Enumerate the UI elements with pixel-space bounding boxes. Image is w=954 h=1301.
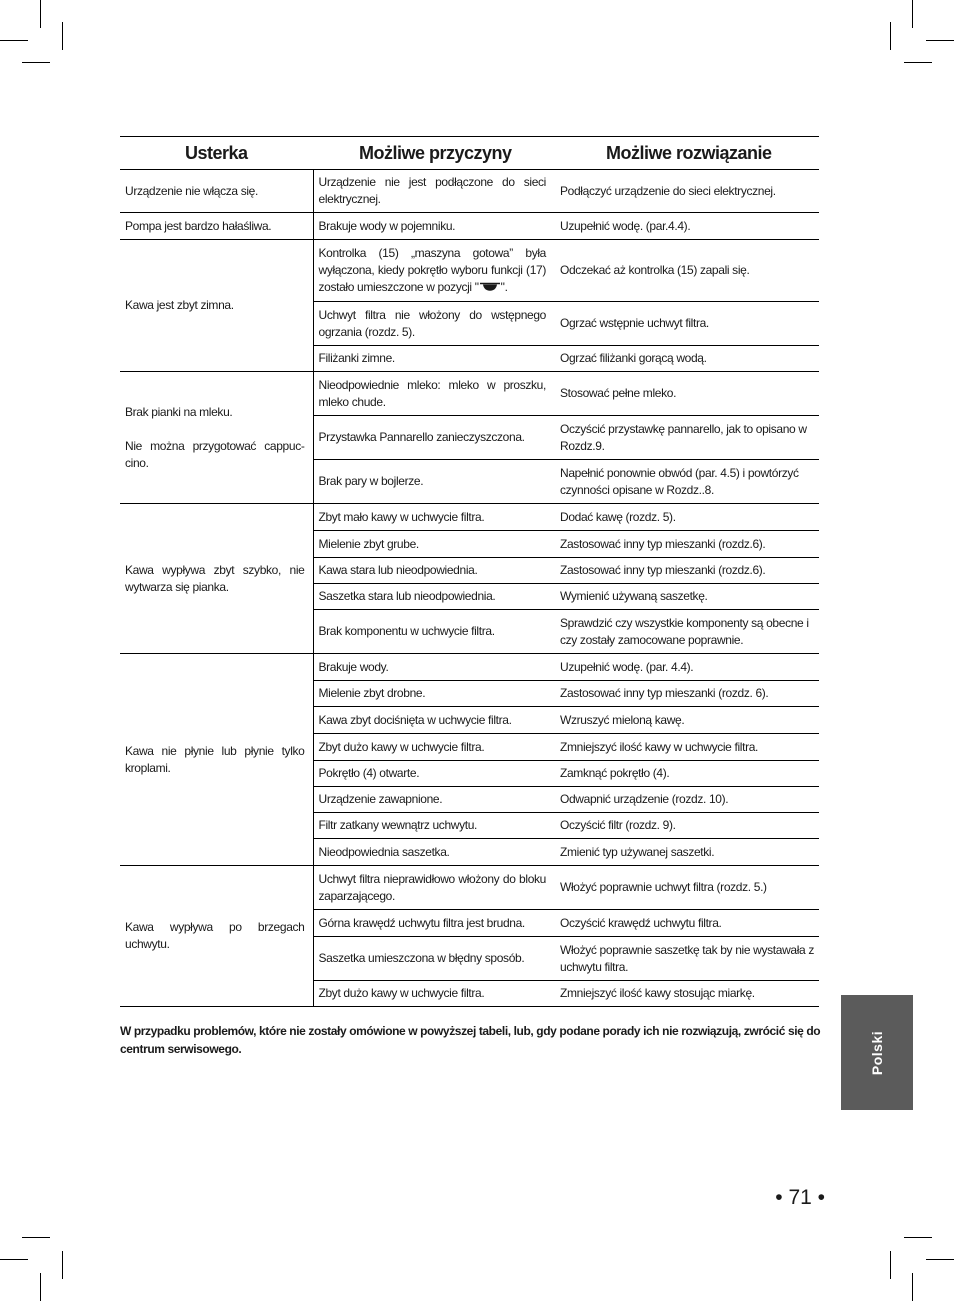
crop-mark [22, 62, 50, 63]
cause-cell: Kawa stara lub nieodpowiednia. [313, 558, 554, 584]
solution-cell: Zamknąć pokrętło (4). [554, 761, 819, 787]
crop-mark [62, 1251, 63, 1279]
symptom-cell [120, 654, 313, 866]
solution-cell: Wzruszyć mieloną kawę. [554, 707, 819, 734]
cause-cell: Pokrętło (4) otwarte. [313, 761, 554, 787]
solution-cell: Dodać kawę (rozdz. 5). [554, 504, 819, 531]
cause-cell: Nieodpowiednie mleko: mleko w proszku, mleko chude. [313, 372, 554, 416]
symptom-cell [120, 170, 313, 213]
solution-cell: Uzupełnić wodę. (par.4.4). [554, 213, 819, 240]
crop-mark [890, 22, 891, 50]
solution-cell: Włożyć poprawnie saszetkę tak by nie wystawała z uchwytu filtra. [554, 937, 819, 981]
symptom-cell [120, 866, 313, 1007]
solution-cell: Stosować pełne mleko. [554, 372, 819, 416]
symptom-text: Kawa wypływa zbyt szybko, nie wytwarza się pianka. [125, 562, 305, 594]
cause-cell: Saszetka umieszczona w błędny sposób. [313, 937, 554, 981]
language-label: Polski [869, 1030, 885, 1075]
cause-cell: Zbyt dużo kawy w uchwycie filtra. [313, 734, 554, 761]
crop-mark [0, 1259, 28, 1260]
cause-cell: Brak pary w bojlerze. [313, 460, 554, 504]
solution-cell: Zastosować inny typ mieszanki (rozdz. 6). [554, 681, 819, 707]
cause-cell: Zbyt dużo kawy w uchwycie filtra. [313, 981, 554, 1007]
symptom-text: Kawa jest zbyt zimna. [125, 298, 234, 312]
crop-mark [912, 1273, 913, 1301]
header-cause: Możliwe przyczyny [313, 137, 554, 170]
solution-cell: Napełnić ponownie obwód (par. 4.5) i powtórzyć czynności opisane w Rozdz..8. [554, 460, 819, 504]
table-row [120, 170, 819, 213]
solution-cell: Ogrzać wstępnie uchwyt filtra. [554, 302, 819, 346]
cause-cell: Urządzenie nie jest podłączone do sieci elektrycznej. [313, 170, 554, 213]
service-center-note: W przypadku problemów, które nie zostały omówione w powyższej tabeli, lub, gdy podane porady ich nie rozwiązują, zwrócić się do centrum serwisowego. [120, 1024, 821, 1056]
table-body [120, 170, 819, 1007]
cause-text: Kontrolka (15) „maszyna gotowa” była wyłączona, kiedy pokrętło wyboru funkcji (17) zostało umieszczone w pozycji " [318, 246, 546, 294]
solution-cell: Odwapnić urządzenie (rozdz. 10). [554, 787, 819, 813]
cup-icon [479, 282, 501, 292]
crop-mark [926, 40, 954, 41]
cause-cell: Uchwyt filtra nie włożony do wstępnego ogrzania (rozdz. 5). [313, 302, 554, 346]
symptom-text: Pompa jest bardzo hałaśliwa. [125, 218, 272, 233]
table-row [120, 654, 819, 681]
table-row [120, 213, 819, 240]
symptom-text: Nie można przygotować cappuc-cino. [125, 438, 305, 470]
cause-cell: Nieodpowiednia saszetka. [313, 839, 554, 866]
language-tab [841, 995, 913, 1110]
solution-cell: Uzupełnić wodę. (par. 4.4). [554, 654, 819, 681]
cause-cell [313, 240, 554, 302]
cause-text-end: ". [500, 280, 508, 294]
symptom-cell [120, 504, 313, 654]
crop-mark [904, 62, 932, 63]
symptom-cell [120, 240, 313, 372]
solution-cell: Wymienić używaną saszetkę. [554, 584, 819, 610]
table-row [120, 372, 819, 416]
symptom-text: Kawa nie płynie lub płynie tylko kroplami. [125, 743, 305, 775]
crop-mark [22, 1237, 50, 1238]
crop-mark [40, 1273, 41, 1301]
cause-cell: Mielenie zbyt grube. [313, 531, 554, 558]
crop-mark [926, 1259, 954, 1260]
solution-cell: Sprawdzić czy wszystkie komponenty są obecne i czy zostały zamocowane poprawnie. [554, 610, 819, 654]
symptom-cell [120, 213, 313, 240]
header-solution: Możliwe rozwiązanie [554, 137, 819, 170]
solution-cell: Oczyścić przystawkę pannarello, jak to opisano w Rozdz.9. [554, 416, 819, 460]
troubleshooting-table [120, 136, 819, 1007]
solution-cell: Zmniejszyć ilość kawy w uchwycie filtra. [554, 734, 819, 761]
symptom-text: Kawa wypływa po brzegach uchwytu. [125, 920, 305, 951]
cause-cell: Górna krawędź uchwytu filtra jest brudna. [313, 910, 554, 937]
cause-cell: Urządzenie zawapnione. [313, 787, 554, 813]
cause-cell: Uchwyt filtra nieprawidłowo włożony do bloku zaparzającego. [313, 866, 554, 910]
solution-cell: Zastosować inny typ mieszanki (rozdz.6). [554, 531, 819, 558]
crop-mark [904, 1237, 932, 1238]
solution-cell: Odczekać aż kontrolka (15) zapali się. [554, 240, 819, 302]
table-row [120, 240, 819, 302]
cause-cell: Filtr zatkany wewnątrz uchwytu. [313, 813, 554, 839]
crop-mark [40, 0, 41, 28]
crop-mark [912, 0, 913, 28]
symptom-text: Urządzenie nie włącza się. [125, 183, 258, 198]
solution-cell: Ogrzać filiżanki gorącą wodą. [554, 346, 819, 372]
solution-cell: Włożyć poprawnie uchwyt filtra (rozdz. 5.) [554, 866, 819, 910]
cause-cell: Saszetka stara lub nieodpowiednia. [313, 584, 554, 610]
cause-cell: Mielenie zbyt drobne. [313, 681, 554, 707]
crop-mark [890, 1251, 891, 1279]
cause-cell: Kawa zbyt dociśnięta w uchwycie filtra. [313, 707, 554, 734]
cause-cell: Zbyt mało kawy w uchwycie filtra. [313, 504, 554, 531]
crop-mark [0, 40, 28, 41]
symptom-text: Brak pianki na mleku. [125, 404, 233, 419]
solution-cell: Zastosować inny typ mieszanki (rozdz.6). [554, 558, 819, 584]
cause-cell: Brakuje wody w pojemniku. [313, 213, 554, 240]
solution-cell: Zmienić typ używanej saszetki. [554, 839, 819, 866]
cause-cell: Filiżanki zimne. [313, 346, 554, 372]
cause-cell: Brakuje wody. [313, 654, 554, 681]
table-header-row [120, 137, 819, 170]
solution-cell: Podłączyć urządzenie do sieci elektrycznej. [554, 170, 819, 213]
crop-mark [62, 22, 63, 50]
solution-cell: Oczyścić krawędź uchwytu filtra. [554, 910, 819, 937]
cause-cell: Przystawka Pannarello zanieczyszczona. [313, 416, 554, 460]
solution-cell: Zmniejszyć ilość kawy stosując miarkę. [554, 981, 819, 1007]
header-symptom: Usterka [120, 137, 313, 170]
symptom-cell [120, 372, 313, 504]
solution-cell: Oczyścić filtr (rozdz. 9). [554, 813, 819, 839]
cause-cell: Brak komponentu w uchwycie filtra. [313, 610, 554, 654]
table-row [120, 866, 819, 910]
table-row [120, 504, 819, 531]
page-number: • 71 • [775, 1186, 825, 1209]
